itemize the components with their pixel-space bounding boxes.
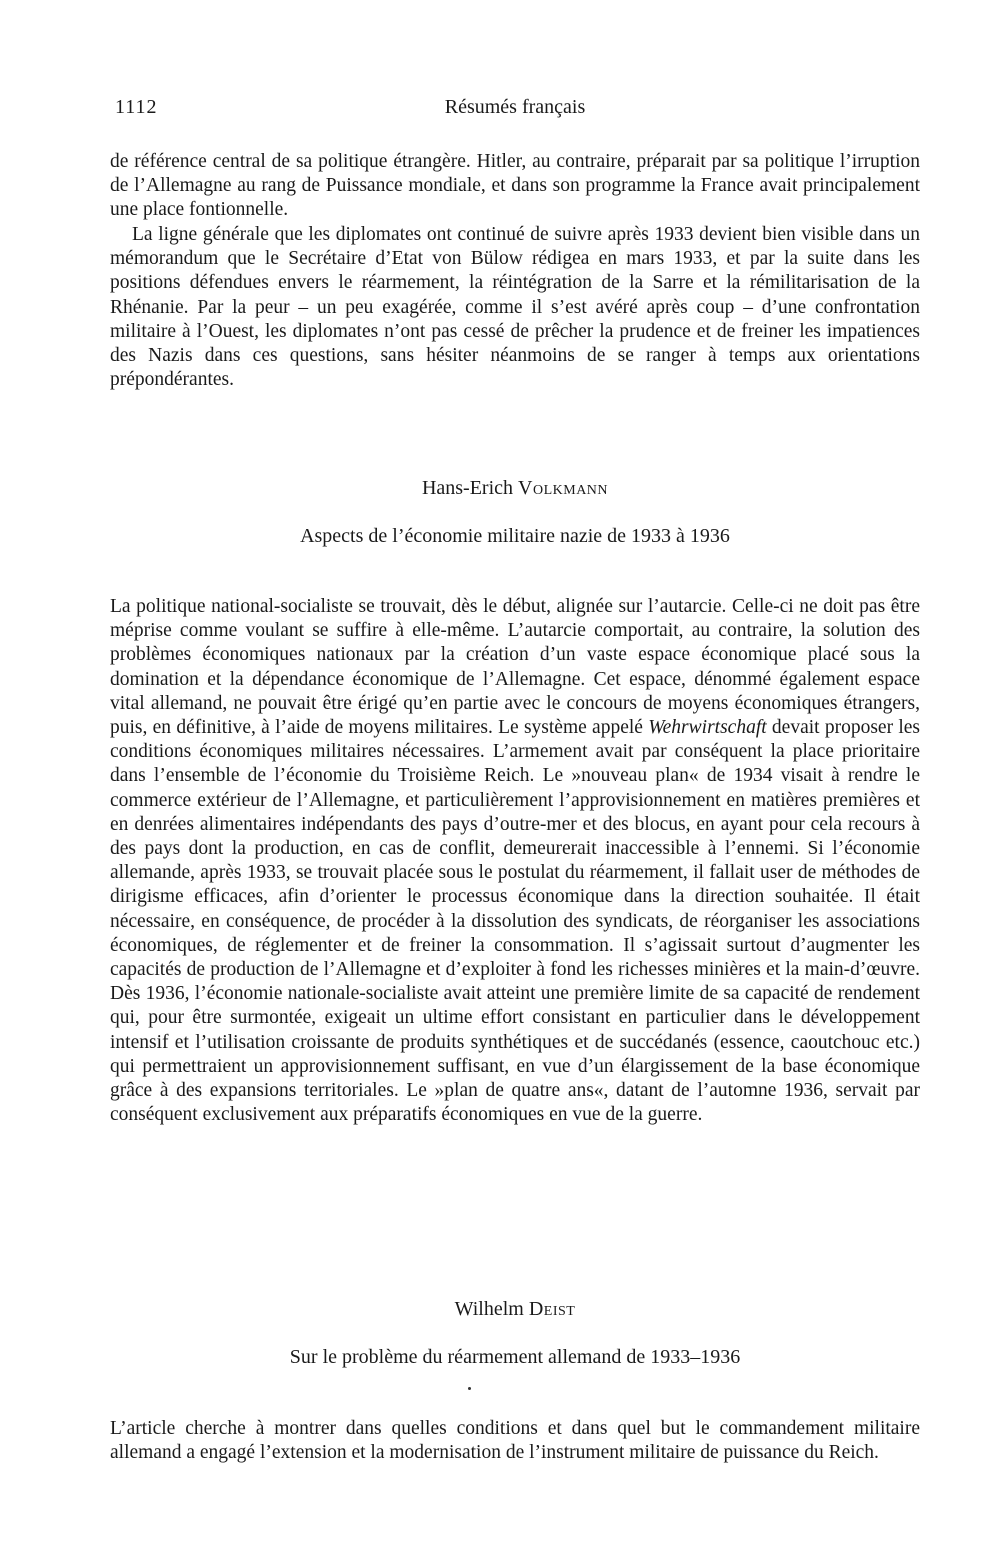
article-2-author <box>110 1295 920 1323</box>
article-2-author-first: Wilhelm <box>454 1298 524 1320</box>
article-2-author-last: Deist <box>528 1298 576 1320</box>
article-1-title: Aspects de l’économie militaire nazie de 1933 à 1936 <box>300 525 730 547</box>
running-title: Résumés français <box>444 96 586 118</box>
article-1-author-first: Hans-Erich <box>421 477 514 499</box>
article-1-body-after: devait proposer les conditions économiques militaires nécessaires. L’armement avait par conséquent la place prioritaire dans l’ensemble de l’économie du Troisième Reich. Le »nouveau plan« de 1934 visait à rendre le commerce extérieur de l’Allemagne, et particulièrement l’approvisionnement en matières premières et en denrées alimentaires indépendants des pays d’outre-mer et des blocus, en ayant pour cela recours à des pays dont la production, en cas de conflit, demeurerait inaccessible à l’ennemi. Si l’économie allemande, après 1933, se trouvait placée sous le postulat du réarmement, il fallait user de méthodes de dirigisme efficaces, afin d’orienter le processus économique dans la direction souhaitée. Il était nécessaire, en conséquence, de procéder à la dissolution des syndicats, de réorganiser les associations économiques, de réglementer et de freiner la consommation. Il s’agissait surtout d’augmenter les capacités de production de l’Allemagne et d’exploiter à fond les richesses minières et la main-d’œuvre. Dès 1936, l’économie nationale-socialiste avait atteint une première limite de sa capacité de rendement qui, pour être surmontée, exigeait un ultime effort consistant en particulier dans le développement intensif et l’utilisation croissante de produits synthétiques et de succédanés (essence, caoutchouc etc.) qui permettraient un approvisionnement suffisant, en vue d’un élargissement de la base économique grâce à des expansions territoriales. Le »plan de quatre ans«, datant de l’automne 1936, servait par conséquent exclusivement aux préparatifs économiques en vue de la guerre. <box>110 717 921 1126</box>
running-head <box>110 92 920 122</box>
page <box>110 0 920 1553</box>
article-1-body-term: Wehrwirtschaft <box>648 717 767 739</box>
article-2-body: L’article cherche à montrer dans quelles conditions et dans quel but le commandement militaire allemand a engagé l’extension et la modernisation de l’instrument militaire de puissance du Reich. <box>110 1418 920 1464</box>
stray-mark <box>468 1387 471 1390</box>
article-2-title: Sur le problème du réarmement allemand de 1933–1936 <box>289 1346 741 1368</box>
page-number: 1112 <box>115 96 158 118</box>
article-1-author-last: Volkmann <box>518 477 609 499</box>
intro-paragraph-2: La ligne générale que les diplomates ont continué de suivre après 1933 devient bien visible dans un mémorandum que le Secrétaire d’Etat von Bülow rédigea en mars 1933, et par la suite dans les positions défendues envers le réarmement, la réintégration de la Sarre et la rémilitarisation de la Rhénanie. Par la peur – un peu exagérée, comme il s’est avéré après coup – d’une confrontation militaire à l’Ouest, les diplomates n’ont pas cessé de prêcher la prudence et de freiner les impatiences des Nazis dans ces questions, sans hésiter néanmoins de se ranger à temps aux orientations prépondérantes. <box>110 224 920 391</box>
article-1-body-before: La politique national-socialiste se trouvait, dès le début, alignée sur l’autarcie. Celle-ci ne doit pas être méprise comme voulant se suffire à elle-même. L’autarcie comportait, au contraire, la solution des problèmes économiques nationaux par la création d’un vaste espace économique placé sous la domination et la dépendance économique de l’Allemagne. Cet espace, dénommé également espace vital allemand, ne pouvait être érigé qu’en partie avec le concours de moyens économiques étrangers, puis, en définitive, à l’aide de moyens militaires. Le système appelé <box>110 596 920 739</box>
intro-paragraph-1: de référence central de sa politique étrangère. Hitler, au contraire, préparait par sa politique l’irruption de l’Allemagne au rang de Puissance mondiale, et dans son programme la France avait principalement une place fontionnelle. <box>110 151 920 221</box>
article-1-author <box>110 474 920 502</box>
article-1-body <box>110 595 920 1127</box>
